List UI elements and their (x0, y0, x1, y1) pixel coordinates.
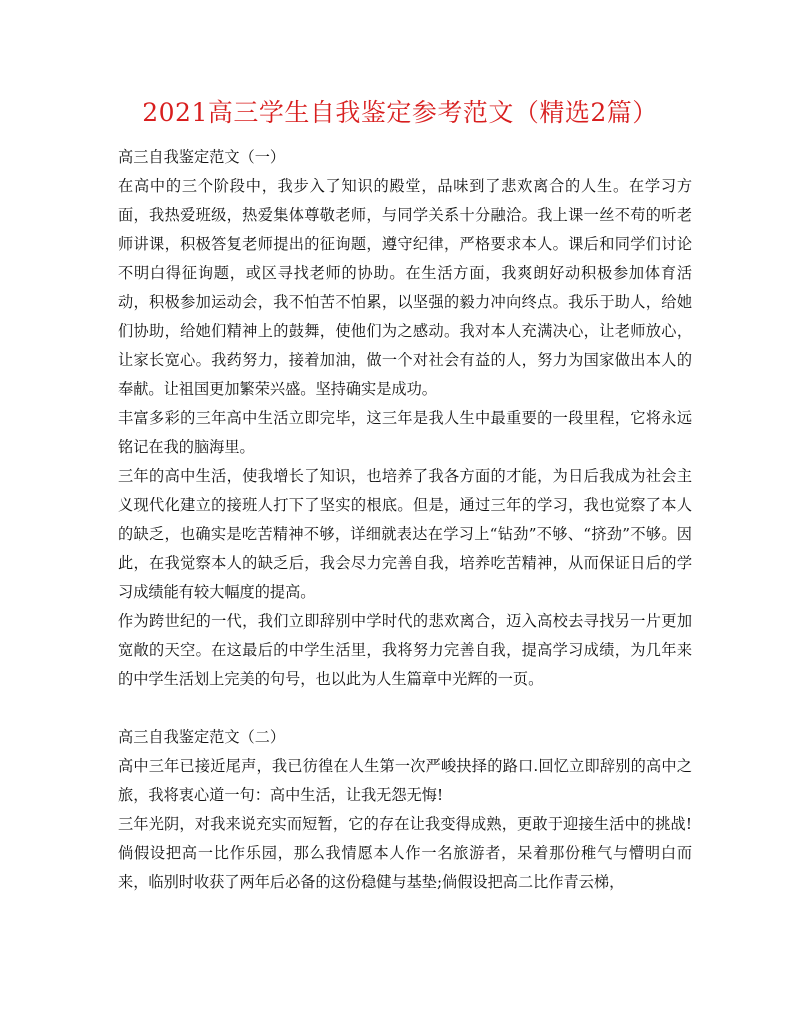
document-body (118, 143, 692, 897)
section-heading-2: 高三自我鉴定范文（二） (118, 728, 286, 746)
section-heading-1: 高三自我鉴定范文（一） (118, 148, 286, 166)
section-divider (118, 694, 692, 723)
paragraph: 丰富多彩的三年高中生活立即完毕，这三年是我人生中最重要的一段里程，它将永远铭记在我的脑海里。 (118, 409, 692, 456)
paragraph: 在高中的三个阶段中，我步入了知识的殿堂，品味到了悲欢离合的人生。在学习方面，我热爱班级，热爱集体尊敬老师，与同学关系十分融洽。我上课一丝不苟的听老师讲课，积极答复老师提出的征询题，遵守纪律，严格要求本人。课后和同学们讨论不明白得征询题，或区寻找老师的协助。在生活方面，我爽朗好动积极参加体育活动，积极参加运动会，我不怕苦不怕累，以坚强的毅力冲向终点。我乐于助人，给她们协助，给她们精神上的鼓舞，使他们为之感动。我对本人充满决心，让老师放心，让家长宽心。我药努力，接着加油，做一个对社会有益的人，努力为国家做出本人的奉献。让祖国更加繁荣兴盛。坚持确实是成功。 (118, 177, 692, 398)
paragraph: 高中三年已接近尾声，我已彷徨在人生第一次严峻抉择的路口.回忆立即辞别的高中之旅，我将衷心道一句：高中生活，让我无怨无悔! (118, 757, 692, 804)
paragraph: 三年光阴，对我来说充实而短暂，它的存在让我变得成熟，更敢于迎接生活中的挑战!倘假设把高一比作乐园，那么我情愿本人作一名旅游者，呆着那份稚气与懵明白而来，临别时收获了两年后必备的这份稳健与基垫;倘假设把高二比作青云梯， (118, 815, 692, 891)
document-title: 2021高三学生自我鉴定参考范文（精选2篇） (142, 98, 658, 127)
paragraph: 作为跨世纪的一代，我们立即辞别中学时代的悲欢离合，迈入高校去寻找另一片更加宽敞的天空。在这最后的中学生活里，我将努力完善自我，提高学习成绩，为几年来的中学生活划上完美的句号，也以此为人生篇章中光辉的一页。 (118, 612, 692, 688)
paragraph: 三年的高中生活，使我增长了知识，也培养了我各方面的才能，为日后我成为社会主义现代化建立的接班人打下了坚实的根底。但是，通过三年的学习，我也觉察了本人的缺乏，也确实是吃苦精神不够，详细就表达在学习上“钻劲”不够、“挤劲”不够。因此，在我觉察本人的缺乏后，我会尽力完善自我，培养吃苦精神，从而保证日后的学习成绩能有较大幅度的提高。 (118, 467, 692, 601)
